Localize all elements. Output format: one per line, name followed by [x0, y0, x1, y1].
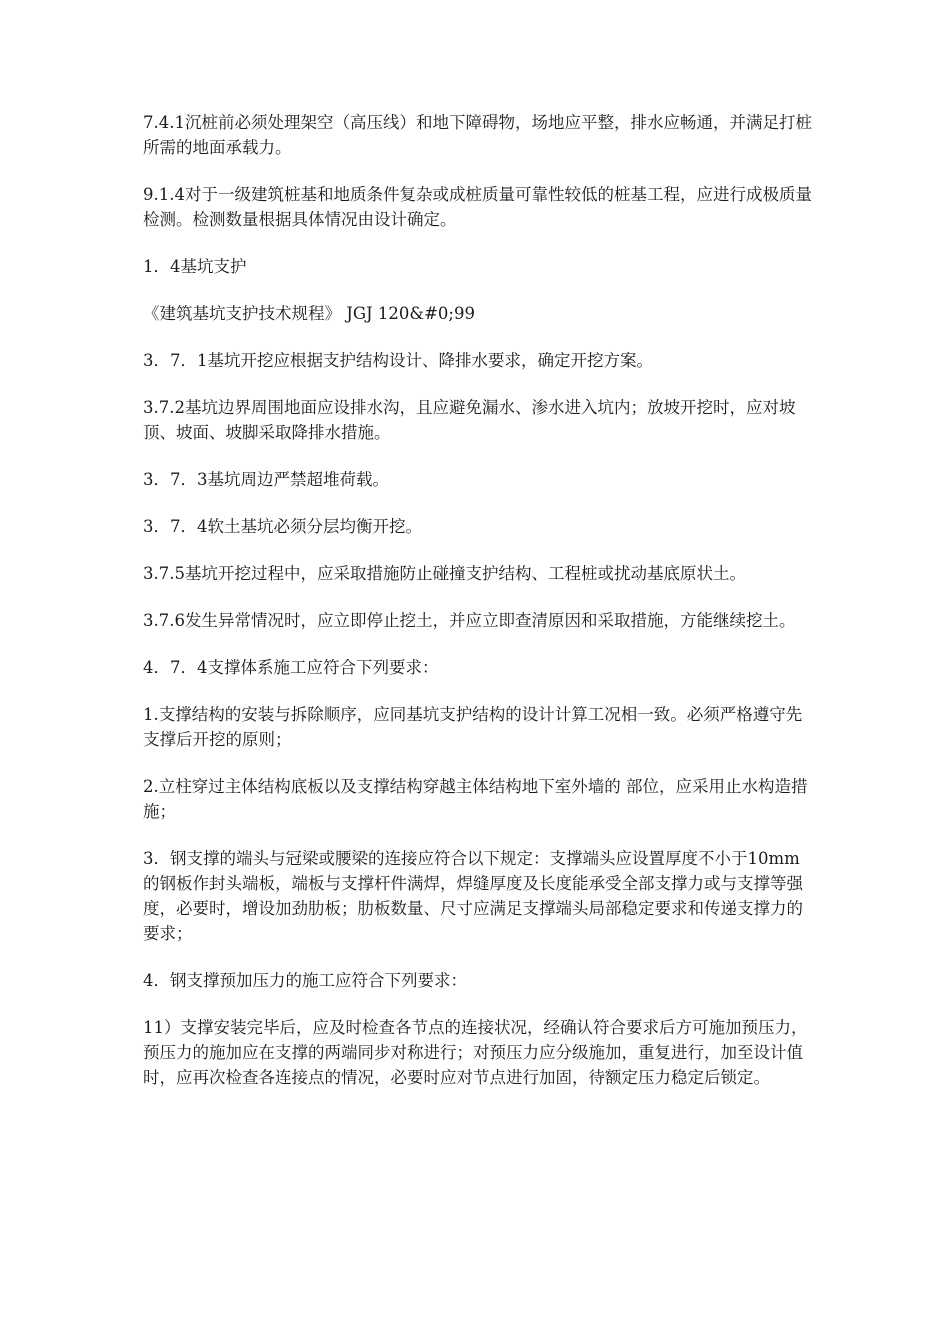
paragraph-3-7-3: 3．7．3基坑周边严禁超堆荷载。 [143, 470, 389, 489]
paragraph-3-7-5: 3.7.5基坑开挖过程中，应采取措施防止碰撞支护结构、工程桩或扰动基底原状土。 [143, 564, 746, 583]
sub-item-11: 11）支撑安装完毕后，应及时检查各节点的连接状况，经确认符合要求后方可施加预压力，预压力的施加应在支撑的两端同步对称进行；对预压力应分级施加，重复进行，加至设计值时，应再次检查各连接点的情况，必要时应对节点进行加固，待额定压力稳定后锁定。 [143, 1018, 808, 1087]
paragraph-4-7-4: 4．7．4支撑体系施工应符合下列要求： [143, 658, 439, 677]
document-page [143, 110, 813, 1112]
list-item-3: 3．钢支撑的端头与冠梁或腰梁的连接应符合以下规定：支撑端头应设置厚度不小于10mm的钢板作封头端板，端板与支撑杆件满焊，焊缝厚度及长度能承受全部支撑力或与支撑等强度，必要时，增设加劲肋板；肋板数量、尺寸应满足支撑端头局部稳定要求和传递支撑力的要求； [143, 849, 803, 943]
paragraph-3-7-4: 3．7．4软土基坑必须分层均衡开挖。 [143, 517, 422, 536]
paragraph-3-7-1: 3．7．1基坑开挖应根据支护结构设计、降排水要求，确定开挖方案。 [143, 351, 653, 370]
list-item-2: 2.立柱穿过主体结构底板以及支撑结构穿越主体结构地下室外墙的 部位，应采用止水构造措施； [143, 777, 808, 821]
standard-title: 《建筑基坑支护技术规程》 JGJ 120&#0;99 [143, 304, 475, 323]
list-item-1: 1.支撑结构的安装与拆除顺序，应同基坑支护结构的设计计算工况相一致。必须严格遵守先支撑后开挖的原则； [143, 705, 803, 749]
paragraph-9-1-4: 9.1.4对于一级建筑桩基和地质条件复杂或成桩质量可靠性较低的桩基工程，应进行成极质量检测。检测数量根据具体情况由设计确定。 [143, 185, 812, 229]
paragraph-7-4-1: 7.4.1沉桩前必须处理架空（高压线）和地下障碍物，场地应平整，排水应畅通，并满足打桩所需的地面承载力。 [143, 113, 812, 157]
paragraph-3-7-6: 3.7.6发生异常情况时，应立即停止挖土，并应立即查清原因和采取措施，方能继续挖土。 [143, 611, 796, 630]
paragraph-3-7-2: 3.7.2基坑边界周围地面应设排水沟，且应避免漏水、渗水进入坑内；放坡开挖时，应对坡顶、坡面、坡脚采取降排水措施。 [143, 398, 796, 442]
list-item-4: 4．钢支撑预加压力的施工应符合下列要求： [143, 971, 467, 990]
section-heading-1-4: 1．4基坑支护 [143, 257, 247, 276]
